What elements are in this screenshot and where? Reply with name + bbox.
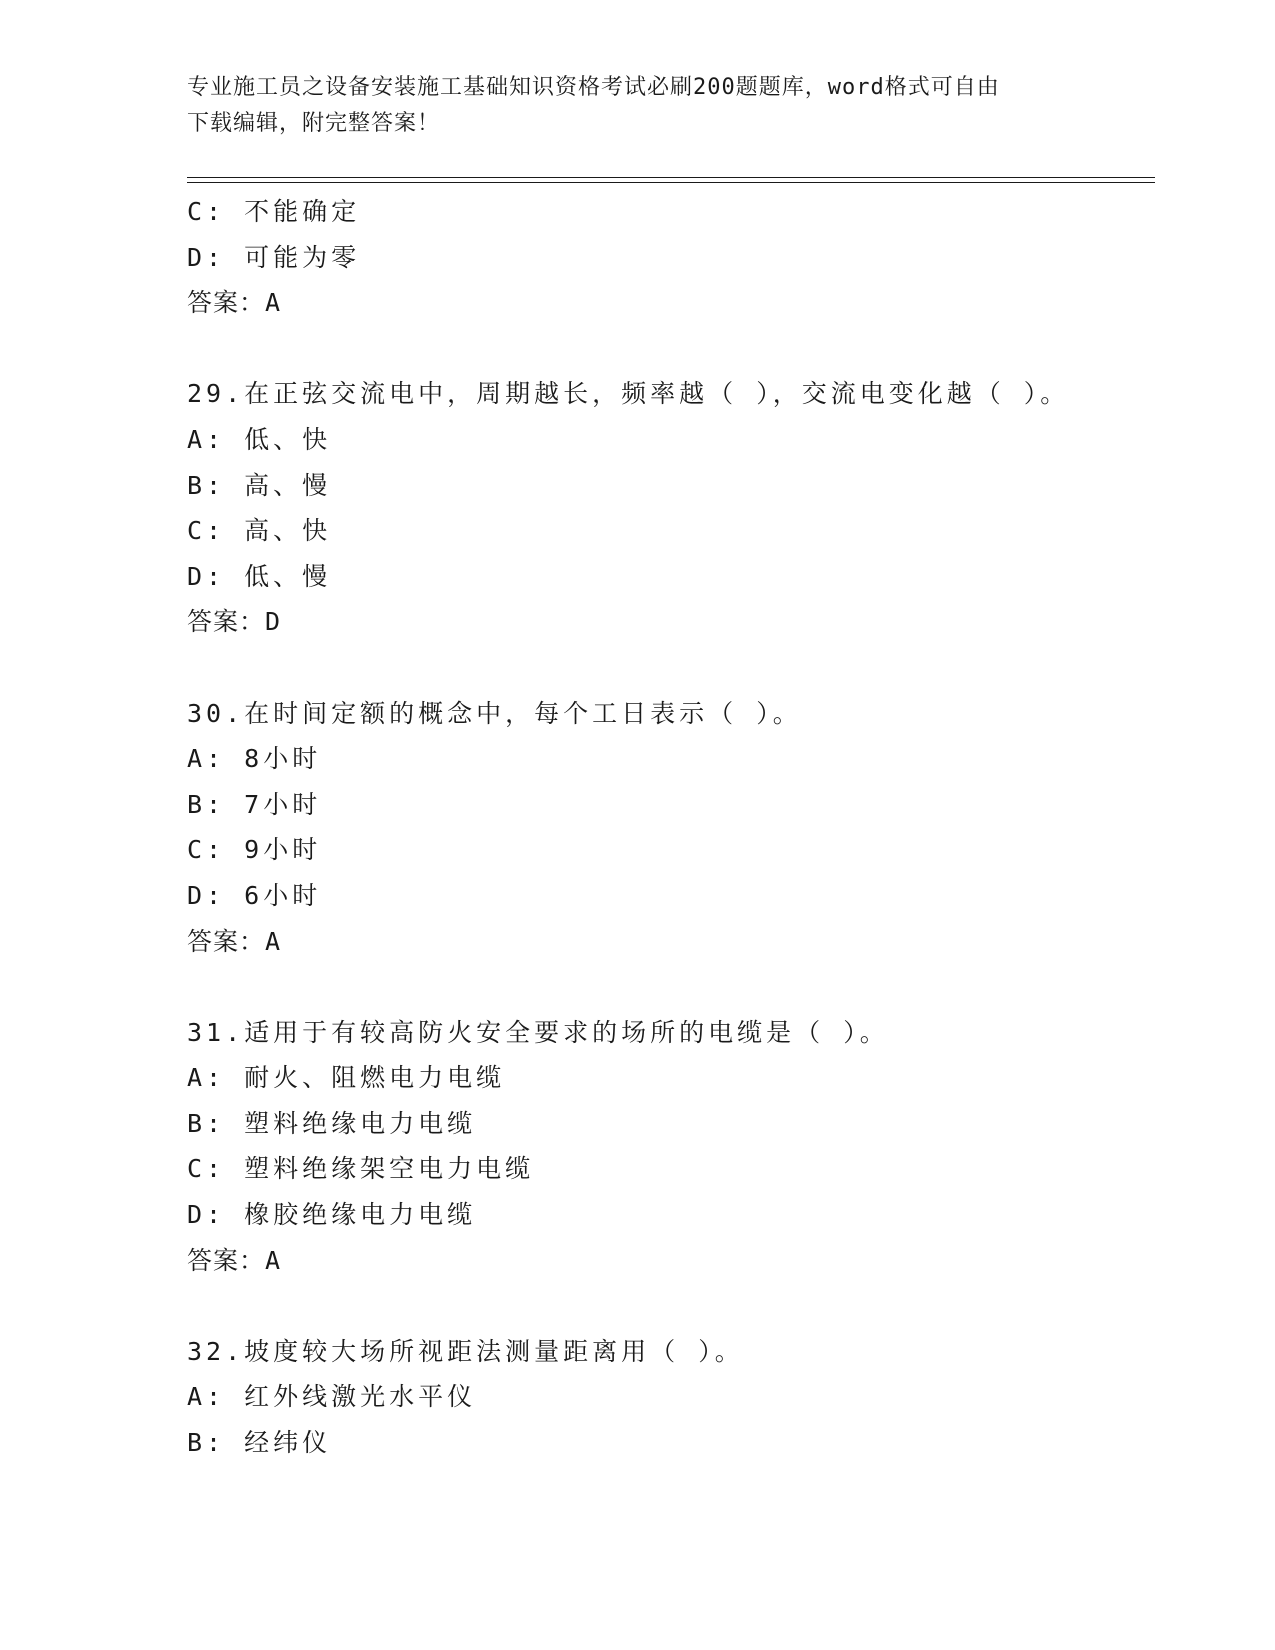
question-spacer	[187, 964, 1147, 1010]
question-spacer	[187, 326, 1147, 372]
option-b: B: 高、慢	[187, 470, 332, 500]
option-d: D: 低、慢	[187, 561, 332, 591]
option-a: A: 8小时	[187, 744, 322, 774]
question-stem: 29.在正弦交流电中，周期越长，频率越（ ），交流电变化越（ ）。	[187, 379, 1070, 409]
header-divider-bottom	[187, 182, 1155, 183]
question-stem: 32.坡度较大场所视距法测量距离用（ ）。	[187, 1336, 744, 1366]
option-d: D: 橡胶绝缘电力电缆	[187, 1200, 477, 1230]
question-stem: 30.在时间定额的概念中，每个工日表示（ ）。	[187, 698, 802, 728]
answer-line: 答案：A	[187, 1245, 282, 1275]
option-c: C: 塑料绝缘架空电力电缆	[187, 1154, 535, 1184]
question-spacer	[187, 645, 1147, 691]
option-a: A: 耐火、阻燃电力电缆	[187, 1063, 506, 1093]
option-b: B: 7小时	[187, 789, 322, 819]
question-stem: 31.适用于有较高防火安全要求的场所的电缆是（ ）。	[187, 1017, 889, 1047]
question-spacer	[187, 1283, 1147, 1329]
option-c: C: 高、快	[187, 516, 332, 546]
option-d: D: 可能为零	[187, 242, 361, 272]
option-b: B: 经纬仪	[187, 1428, 332, 1458]
answer-line: 答案：A	[187, 926, 282, 956]
document-header	[187, 70, 1087, 142]
option-a: A: 红外线激光水平仪	[187, 1382, 477, 1412]
header-line-1: 专业施工员之设备安装施工基础知识资格考试必刷200题题库，word格式可自由	[187, 75, 1000, 100]
header-divider-top	[187, 177, 1155, 178]
answer-line: 答案：A	[187, 288, 282, 318]
option-b: B: 塑料绝缘电力电缆	[187, 1108, 477, 1138]
header-line-2: 下载编辑，附完整答案！	[187, 111, 441, 136]
option-d: D: 6小时	[187, 880, 322, 910]
answer-line: 答案：D	[187, 607, 282, 637]
option-a: A: 低、快	[187, 424, 332, 454]
question-list	[187, 189, 1147, 1466]
option-c: C: 不能确定	[187, 197, 361, 226]
option-c: C: 9小时	[187, 835, 322, 865]
